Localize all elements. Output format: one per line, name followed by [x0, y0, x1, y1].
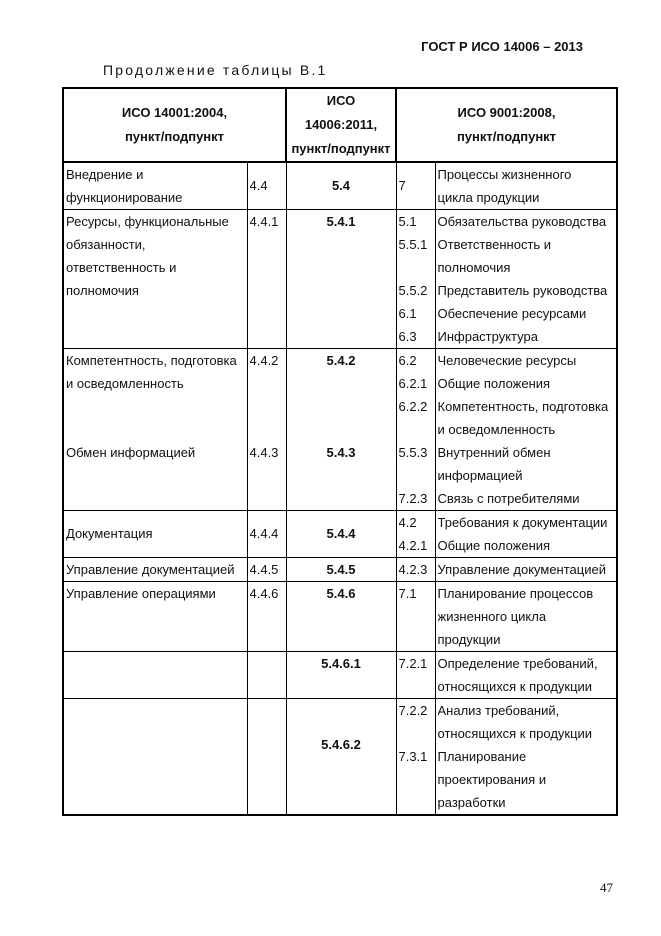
cell-line: продукции — [437, 632, 501, 647]
iso14001-clause-number — [247, 162, 286, 210]
cell-line: 5.4.2 — [326, 353, 356, 368]
cell-line: 4.2.1 — [398, 538, 428, 553]
iso9001-clause-title — [435, 349, 617, 511]
cell-line: жизненного цикла — [437, 609, 547, 624]
cell-line: 7.2.1 — [398, 656, 428, 671]
header-line: ИСО — [326, 93, 356, 108]
iso9001-clause-title — [435, 162, 617, 210]
iso14001-clause-title — [63, 582, 247, 652]
iso14006-clause-number — [286, 652, 396, 699]
cell-line: 4.4.2 — [249, 353, 279, 368]
iso14006-clause-number — [286, 210, 396, 349]
cell-line: 5.4 — [331, 178, 351, 193]
cell-line: Человеческие ресурсы — [437, 353, 577, 368]
header-line: пункт/подпункт — [291, 141, 391, 156]
cell-gap — [66, 395, 247, 418]
cell-line: 6.2.2 — [398, 399, 428, 414]
cell-gap — [399, 418, 435, 441]
cell-line: Обязательства руководства — [437, 214, 607, 229]
cell-line: 5.1 — [398, 214, 417, 229]
cell-line: и осведомленность — [437, 422, 556, 437]
iso14001-clause-title — [63, 162, 247, 210]
iso9001-clause-title — [435, 652, 617, 699]
header-line: ИСО 9001:2008, — [457, 105, 556, 120]
cell-line: 6.3 — [398, 329, 417, 344]
header-line: пункт/подпункт — [456, 129, 557, 144]
cell-line: ответственность и — [66, 260, 177, 275]
cell-line: 6.2.1 — [398, 376, 428, 391]
cell-line: Управление документацией — [66, 562, 235, 577]
cell-line: 4.4.5 — [249, 562, 279, 577]
iso14001-clause-title — [63, 652, 247, 699]
cell-line: 4.4 — [249, 178, 268, 193]
cell-line: 5.4.3 — [326, 445, 356, 460]
cell-line: 5.4.6.2 — [321, 737, 361, 752]
cell-gap — [399, 722, 435, 745]
cell-line: 4.4.3 — [249, 445, 279, 460]
iso14001-clause-title — [63, 210, 247, 349]
cell-line: обязанности, — [66, 237, 146, 252]
cell-line: Управление документацией — [437, 562, 606, 577]
iso9001-clause-title — [435, 511, 617, 558]
cell-line: 4.2 — [398, 515, 417, 530]
cell-line: Инфраструктура — [437, 329, 538, 344]
iso9001-clause-title — [435, 582, 617, 652]
cell-line: Ресурсы, функциональные — [66, 214, 229, 229]
cell-line: Общие положения — [437, 376, 551, 391]
cell-line: Процессы жизненного — [437, 167, 572, 182]
cell-line: 4.4.4 — [249, 526, 279, 541]
cell-line: 7.2.2 — [398, 703, 428, 718]
cell-line: Обмен информацией — [66, 445, 196, 460]
iso14001-clause-title — [63, 558, 247, 582]
cell-gap — [250, 418, 286, 441]
cell-line: полномочия — [437, 260, 511, 275]
cell-line: 5.4.1 — [326, 214, 356, 229]
cell-gap — [287, 395, 396, 418]
cell-line: Связь с потребителями — [437, 491, 580, 506]
table-row — [63, 558, 617, 582]
cell-line: Управление операциями — [66, 586, 216, 601]
cell-line: 7.1 — [398, 586, 417, 601]
iso14006-clause-number — [286, 162, 396, 210]
table-row — [63, 210, 617, 349]
cell-line: функционирование — [66, 190, 183, 205]
cell-line: 7 — [398, 178, 406, 193]
cell-gap — [287, 372, 396, 395]
iso14006-clause-number — [286, 699, 396, 816]
cell-line: 5.5.2 — [398, 283, 428, 298]
cell-gap — [399, 256, 435, 279]
iso9001-clause-number — [396, 699, 435, 816]
cell-gap — [399, 464, 435, 487]
cell-line: Ответственность и — [437, 237, 552, 252]
iso9001-clause-number — [396, 210, 435, 349]
cell-gap — [250, 395, 286, 418]
cell-line: 5.5.1 — [398, 237, 428, 252]
iso14001-clause-number — [247, 652, 286, 699]
cell-line: Планирование — [437, 749, 527, 764]
iso14006-clause-number — [286, 511, 396, 558]
cell-line: Компетентность, подготовка — [437, 399, 609, 414]
cell-line: 5.4.6.1 — [321, 656, 361, 671]
iso14006-clause-number — [286, 558, 396, 582]
cell-line: и осведомленность — [66, 376, 184, 391]
iso14001-clause-number — [247, 511, 286, 558]
cell-line: полномочия — [66, 283, 139, 298]
iso14001-clause-number — [247, 210, 286, 349]
cell-line: Общие положения — [437, 538, 551, 553]
cell-gap — [287, 699, 396, 722]
table-row — [63, 652, 617, 699]
cell-line: 5.4.4 — [326, 526, 356, 541]
cell-gap — [66, 418, 247, 441]
cell-line: Внутренний обмен — [437, 445, 551, 460]
cell-gap — [287, 418, 396, 441]
cell-line: Представитель руководства — [437, 283, 608, 298]
cell-line: 4.2.3 — [398, 562, 428, 577]
cell-line: Анализ требований, — [437, 703, 560, 718]
iso9001-clause-number — [396, 511, 435, 558]
cell-line: Документация — [66, 526, 153, 541]
page-number: 47 — [600, 880, 613, 895]
cell-line: Компетентность, подготовка — [66, 353, 237, 368]
iso9001-clause-number — [396, 558, 435, 582]
iso9001-clause-number — [396, 582, 435, 652]
iso9001-clause-number — [396, 349, 435, 511]
column-header-iso14006 — [286, 88, 396, 162]
table-row — [63, 349, 617, 511]
cell-line: Обеспечение ресурсами — [437, 306, 587, 321]
header-line: 14006:2011, — [304, 117, 378, 132]
cell-line: Определение требований, — [437, 656, 598, 671]
cell-line: Требования к документации — [437, 515, 608, 530]
column-header-iso9001 — [396, 88, 617, 162]
iso14001-clause-number — [247, 699, 286, 816]
cell-line: информацией — [437, 468, 523, 483]
standard-designation: ГОСТ Р ИСО 14006 – 2013 — [421, 39, 583, 54]
cell-line: проектирования и — [437, 772, 547, 787]
correspondence-table — [62, 87, 618, 816]
iso9001-clause-title — [435, 558, 617, 582]
table-row — [63, 511, 617, 558]
iso9001-clause-title — [435, 699, 617, 816]
iso14001-clause-title — [63, 699, 247, 816]
table-row — [63, 162, 617, 210]
iso14001-clause-number — [247, 582, 286, 652]
cell-line: цикла продукции — [437, 190, 540, 205]
header-line: пункт/подпункт — [124, 129, 225, 144]
iso9001-clause-title — [435, 210, 617, 349]
cell-gap — [250, 372, 286, 395]
cell-line: относящихся к продукции — [437, 726, 593, 741]
cell-line: Внедрение и — [66, 167, 144, 182]
iso14001-clause-title — [63, 349, 247, 511]
cell-line: 6.2 — [398, 353, 417, 368]
iso14006-clause-number — [286, 582, 396, 652]
column-header-iso14001 — [63, 88, 286, 162]
cell-line: 7.3.1 — [398, 749, 428, 764]
table-row — [63, 582, 617, 652]
cell-line: Планирование процессов — [437, 586, 594, 601]
iso14006-clause-number — [286, 349, 396, 511]
table-continuation-caption: Продолжение таблицы В.1 — [103, 62, 328, 78]
cell-line: разработки — [437, 795, 506, 810]
table-row — [63, 699, 617, 816]
cell-line: 5.4.6 — [326, 586, 356, 601]
iso9001-clause-number — [396, 652, 435, 699]
cell-line: 4.4.1 — [249, 214, 279, 229]
cell-line: 6.1 — [398, 306, 417, 321]
table-header-row — [63, 88, 617, 162]
cell-line: 4.4.6 — [249, 586, 279, 601]
cell-line: 5.4.5 — [326, 562, 356, 577]
iso14001-clause-number — [247, 349, 286, 511]
cell-line: 5.5.3 — [398, 445, 428, 460]
header-line: ИСО 14001:2004, — [121, 105, 228, 120]
iso14001-clause-number — [247, 558, 286, 582]
cell-line: относящихся к продукции — [437, 679, 593, 694]
iso9001-clause-number — [396, 162, 435, 210]
cell-line: 7.2.3 — [398, 491, 428, 506]
iso14001-clause-title — [63, 511, 247, 558]
